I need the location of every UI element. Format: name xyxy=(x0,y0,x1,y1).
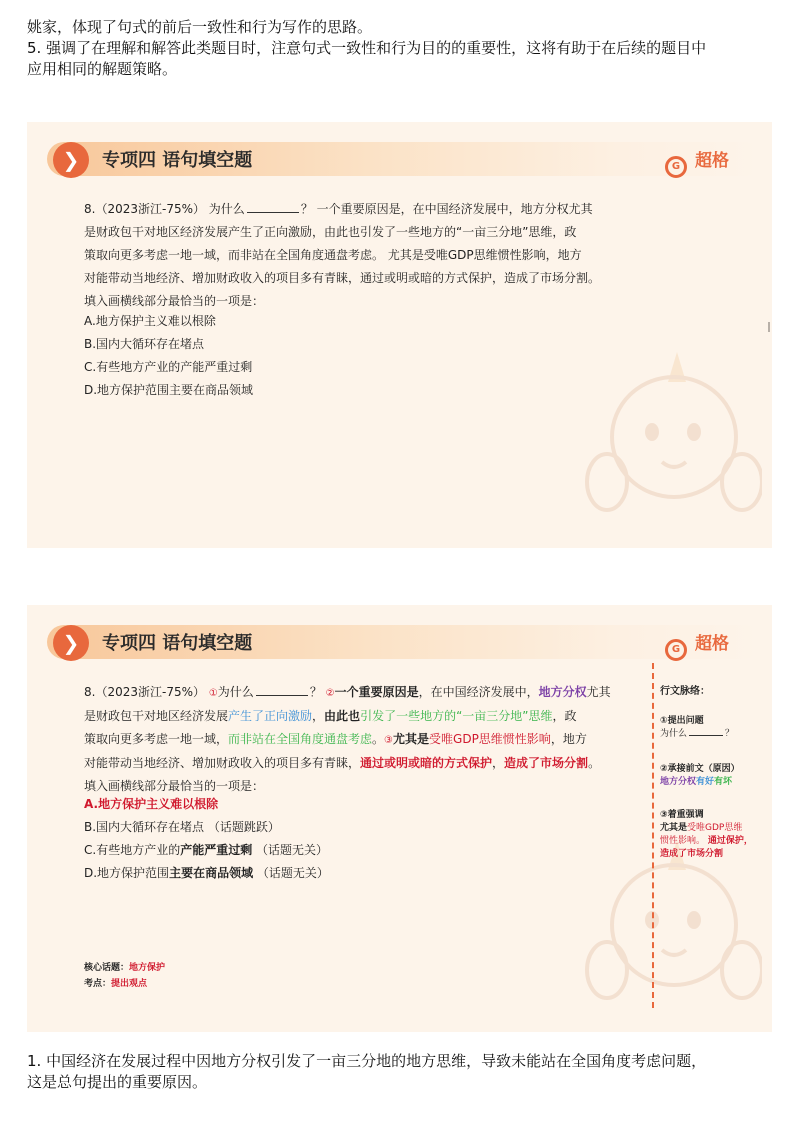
text-line: 这是总句提出的重要原因。 xyxy=(27,1073,208,1091)
question-line: 策取向更多考虑一地一域，而非站在全国角度通盘考虑。 尤其是受唯GDP思维惯性影响，地方 xyxy=(84,248,582,262)
text-line: 1. 中国经济在发展过程中因地方分权引发了一亩三分地的地方思维，导致未能站在全国角度考虑问题， xyxy=(27,1052,707,1070)
brand-logo xyxy=(665,146,729,178)
option-a[interactable]: A.地方保护主义难以根除 xyxy=(84,314,216,328)
core-topic: 核心话题：地方保护 xyxy=(84,963,166,973)
annotated-question-text xyxy=(84,681,649,798)
question-slide xyxy=(27,122,772,548)
structure-title: 行文脉络： xyxy=(660,686,710,697)
unicorn-mascot-icon xyxy=(582,332,762,532)
chaoge-logo-icon: G xyxy=(665,156,687,178)
edge-mark xyxy=(768,322,770,332)
slide-title: 专项四 语句填空题 xyxy=(102,633,253,654)
logo-text: 超格 xyxy=(695,151,729,171)
answer-blank xyxy=(256,685,308,696)
question-line: 是财政包干对地区经济发展产生了正向激励，由此也引发了一些地方的“一亩三分地”思维，政 xyxy=(84,709,577,723)
text-line: 应用相同的解题策略。 xyxy=(27,60,178,78)
chevron-right-icon: ❯ xyxy=(53,625,89,661)
question-line: 对能带动当地经济、增加财政收入的项目多有青睐，通过或明或暗的方式保护，造成了市场分割。 xyxy=(84,271,601,285)
question-line: 策取向更多考虑一地一域，而非站在全国角度通盘考虑。③尤其是受唯GDP思维惯性影响，地方 xyxy=(84,732,587,746)
exam-point: 考点：提出观点 xyxy=(84,979,148,989)
brand-logo xyxy=(665,629,729,661)
option-c[interactable]: C.有些地方产业的产能严重过剩 xyxy=(84,360,253,374)
option-b[interactable]: B.国内大循环存在堵点 （话题跳跃） xyxy=(84,820,280,834)
question-line: 8.（2023浙江-75%） 为什么 ？ 一个重要原因是，在中国经济发展中，地方分权尤其 xyxy=(84,202,593,216)
option-d[interactable]: D.地方保护范围主要在商品领域 （话题无关） xyxy=(84,866,329,880)
structure-step-3: ③着重强调 尤其是受唯GDP思维 惯性影响。 通过保护， 造成了市场分割 xyxy=(660,810,753,859)
option-c[interactable]: C.有些地方产业的产能严重过剩 （话题无关） xyxy=(84,843,329,857)
text-line: 5. 强调了在理解和解答此类题目时，注意句式一致性和行为目的的重要性，这将有助于在后续的题目中 xyxy=(27,39,707,57)
question-text xyxy=(84,198,649,313)
question-line: 是财政包干对地区经济发展产生了正向激励，由此也引发了一些地方的“一亩三分地”思维，政 xyxy=(84,225,577,239)
answer-blank xyxy=(247,202,299,213)
structure-step-2: ②承接前文（原因） 地方分权有好有坏 xyxy=(660,764,740,787)
question-prompt: 填入画横线部分最恰当的一项是： xyxy=(84,779,265,793)
chaoge-logo-icon: G xyxy=(665,639,687,661)
option-d[interactable]: D.地方保护范围主要在商品领域 xyxy=(84,383,254,397)
question-prompt: 填入画横线部分最恰当的一项是： xyxy=(84,294,265,308)
option-b[interactable]: B.国内大循环存在堵点 xyxy=(84,337,205,351)
divider xyxy=(652,663,654,1008)
question-line: 8.（2023浙江-75%） ①为什么 ？ ②一个重要原因是，在中国经济发展中，地方分权尤其 xyxy=(84,685,611,699)
slide-title: 专项四 语句填空题 xyxy=(102,150,253,171)
text-line: 姚家，体现了句式的前后一致性和行为写作的思路。 xyxy=(27,18,373,36)
answer-blank xyxy=(689,728,723,736)
top-paragraph xyxy=(27,17,772,80)
option-a[interactable]: A.地方保护主义难以根除 xyxy=(84,797,219,811)
structure-step-1: ①提出问题 为什么 ？ xyxy=(660,716,735,739)
chevron-right-icon: ❯ xyxy=(53,142,89,178)
answer-slide xyxy=(27,605,772,1032)
question-line: 对能带动当地经济、增加财政收入的项目多有青睐，通过或明或暗的方式保护，造成了市场分割。 xyxy=(84,756,601,770)
logo-text: 超格 xyxy=(695,634,729,654)
bottom-paragraph xyxy=(27,1051,772,1093)
